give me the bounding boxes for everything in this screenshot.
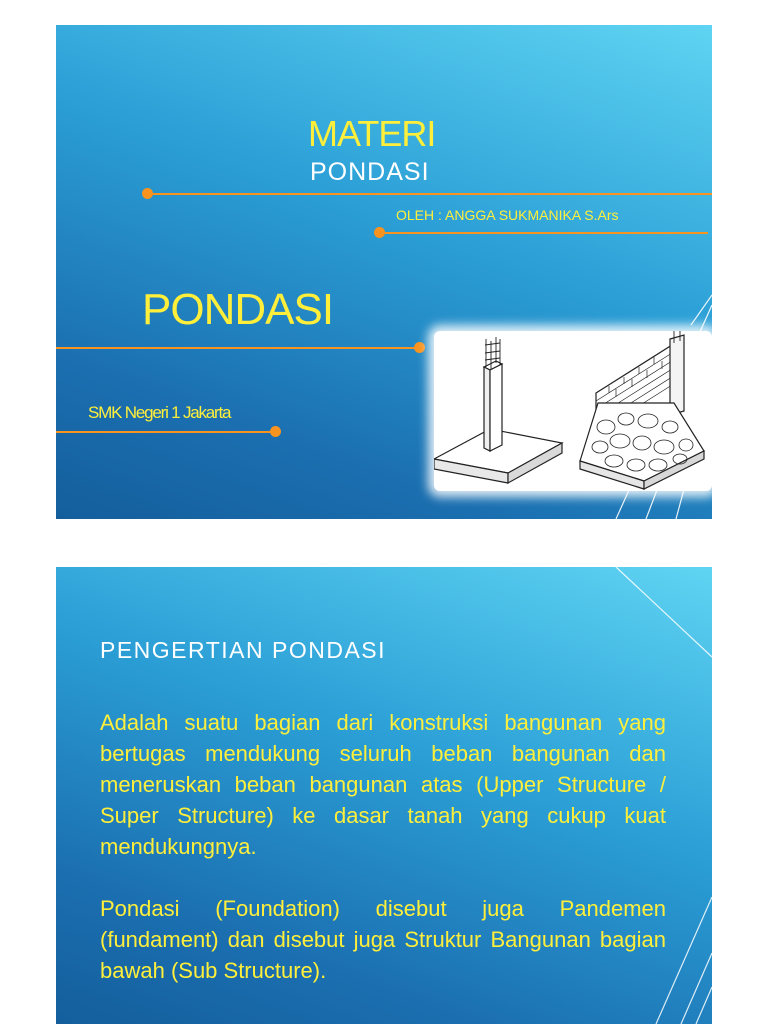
- main-title: PONDASI: [142, 285, 334, 334]
- divider-line: [380, 232, 708, 234]
- author-label: OLEH : ANGGA SUKMANIKA S.Ars: [396, 207, 619, 223]
- divider-line: [56, 347, 418, 349]
- content-slide: [56, 567, 712, 1024]
- slide-title: MATERI: [308, 113, 436, 154]
- foundation-illustration: [434, 331, 712, 491]
- divider-line: [148, 193, 712, 195]
- definition-paragraph: Adalah suatu bagian dari konstruksi bangunan yang bertugas mendukung seluruh beban bangunan dan meneruskan beban bangunan atas (Upper Structure / Super Structure) ke dasar tanah yang cukup kuat mendukungnya.: [100, 710, 666, 859]
- school-name: SMK Negeri 1 Jakarta: [88, 403, 231, 422]
- title-slide: [56, 25, 712, 519]
- line-marker: [270, 426, 281, 437]
- slide-subtitle: PONDASI: [310, 158, 430, 186]
- divider-line: [56, 431, 272, 433]
- alias-paragraph: Pondasi (Foundation) disebut juga Pandemen (fundament) dan disebut juga Struktur Bangunan bagian bawah (Sub Structure).: [100, 896, 666, 983]
- line-marker: [414, 342, 425, 353]
- section-heading: PENGERTIAN PONDASI: [100, 637, 387, 663]
